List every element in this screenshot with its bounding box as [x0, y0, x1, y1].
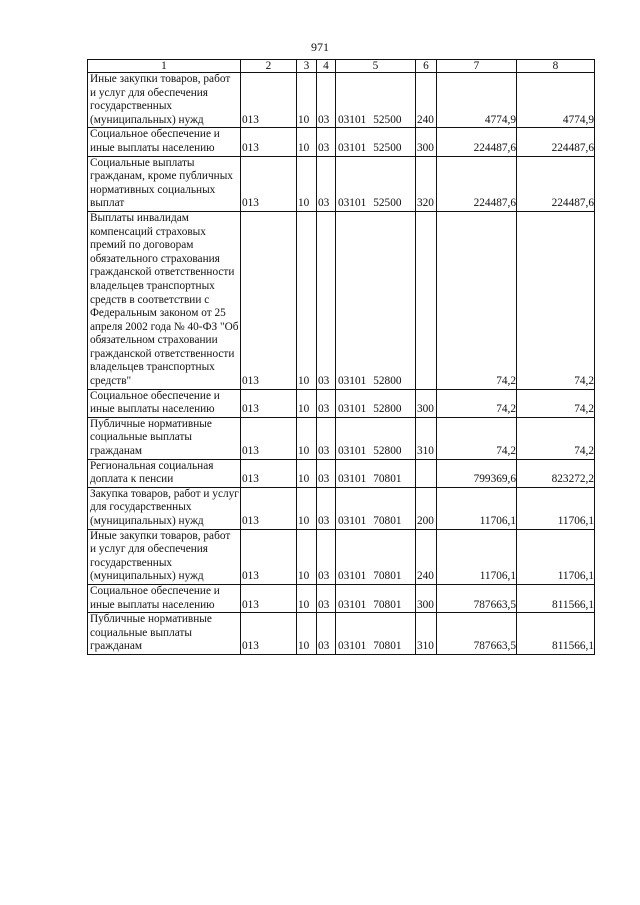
amount-cell-col8: 74,2: [517, 211, 595, 389]
section-cell: 10: [297, 584, 317, 612]
code-cell: 013: [241, 584, 297, 612]
code-cell: 013: [241, 73, 297, 128]
amount-cell-col7: 74,2: [437, 211, 517, 389]
amount-cell-col8: 224487,6: [517, 128, 595, 156]
header-cell-4: 4: [317, 60, 336, 73]
expense-type-cell: [416, 211, 437, 389]
code-cell: 013: [241, 211, 297, 389]
target-article-part-2: 70801: [373, 473, 402, 486]
amount-cell-col7: 11706,1: [437, 487, 517, 529]
section-cell: 10: [297, 128, 317, 156]
target-article-part-1: 03101: [338, 113, 367, 126]
header-cell-1: 1: [88, 60, 241, 73]
section-cell: 10: [297, 156, 317, 211]
code-cell: 013: [241, 529, 297, 584]
expense-type-cell: 300: [416, 584, 437, 612]
amount-cell-col7: 224487,6: [437, 156, 517, 211]
header-cell-2: 2: [241, 60, 297, 73]
amount-cell-col8: 11706,1: [517, 487, 595, 529]
code-cell: 013: [241, 156, 297, 211]
subsection-cell: 03: [317, 156, 336, 211]
amount-cell-col7: 224487,6: [437, 128, 517, 156]
target-article-cell: [336, 156, 416, 211]
subsection-cell: 03: [317, 529, 336, 584]
amount-cell-col8: 823272,2: [517, 459, 595, 487]
section-cell: 10: [297, 459, 317, 487]
target-article-part-1: 03101: [338, 197, 367, 210]
row-name-cell: Социальное обеспечение и иные выплаты населению: [88, 389, 241, 417]
target-article-part-2: 52500: [373, 141, 402, 154]
target-article-part-1: 03101: [338, 375, 367, 388]
target-article-part-1: 03101: [338, 403, 367, 416]
table-row: [88, 128, 595, 156]
target-article-cell: [336, 487, 416, 529]
code-cell: 013: [241, 128, 297, 156]
table-row: [88, 417, 595, 459]
section-cell: 10: [297, 417, 317, 459]
target-article-part-2: 52800: [373, 375, 402, 388]
row-name-cell: Иные закупки товаров, работ и услуг для обеспечения государственных (муниципальных) нужд: [88, 529, 241, 584]
amount-cell-col7: 787663,5: [437, 584, 517, 612]
amount-cell-col8: 224487,6: [517, 156, 595, 211]
amount-cell-col7: 799369,6: [437, 459, 517, 487]
target-article-part-2: 70801: [373, 515, 402, 527]
target-article-cell: [336, 417, 416, 459]
target-article-part-2: 52500: [373, 197, 402, 210]
header-row: [88, 60, 595, 73]
target-article-part-2: 52800: [373, 445, 402, 458]
expense-type-cell: 310: [416, 613, 437, 655]
row-name-cell: Закупка товаров, работ и услуг для государственных (муниципальных) нужд: [88, 487, 241, 529]
amount-cell-col7: 74,2: [437, 389, 517, 417]
amount-cell-col7: 11706,1: [437, 529, 517, 584]
target-article-part-2: 70801: [373, 640, 402, 653]
target-article-cell: [336, 389, 416, 417]
target-article-cell: [336, 128, 416, 156]
header-cell-7: 7: [437, 60, 517, 73]
table-row: [88, 156, 595, 211]
subsection-cell: 03: [317, 128, 336, 156]
expense-type-cell: 310: [416, 417, 437, 459]
section-cell: 10: [297, 529, 317, 584]
header-cell-3: 3: [297, 60, 317, 73]
amount-cell-col8: 74,2: [517, 417, 595, 459]
expense-type-cell: 240: [416, 529, 437, 584]
target-article-part-2: 70801: [373, 570, 402, 583]
page-number: 971: [311, 40, 329, 54]
table-row: [88, 459, 595, 487]
row-name-cell: Публичные нормативные социальные выплаты гражданам: [88, 417, 241, 459]
subsection-cell: 03: [317, 584, 336, 612]
section-cell: 10: [297, 487, 317, 529]
header-cell-8: 8: [517, 60, 595, 73]
section-cell: 10: [297, 73, 317, 128]
expense-type-cell: [416, 459, 437, 487]
amount-cell-col8: 811566,1: [517, 584, 595, 612]
target-article-part-1: 03101: [338, 141, 367, 154]
subsection-cell: 03: [317, 487, 336, 529]
table-row: [88, 529, 595, 584]
target-article-part-2: 52800: [373, 403, 402, 416]
target-article-part-1: 03101: [338, 598, 367, 611]
amount-cell-col8: 11706,1: [517, 529, 595, 584]
code-cell: 013: [241, 613, 297, 655]
table-row: [88, 73, 595, 128]
section-cell: 10: [297, 211, 317, 389]
code-cell: 013: [241, 389, 297, 417]
subsection-cell: 03: [317, 389, 336, 417]
amount-cell-col8: 74,2: [517, 389, 595, 417]
row-name-cell: Социальные выплаты гражданам, кроме публичных нормативных социальных выплат: [88, 156, 241, 211]
row-name-cell: Социальное обеспечение и иные выплаты населению: [88, 584, 241, 612]
table-row: [88, 389, 595, 417]
row-name-cell: Выплаты инвалидам компенсаций страховых премий по договорам обязательного страхования гражданской ответственности владельцев транспортных средств в соответствии с Федеральным законом от 25 апреля 2002 года № 40-ФЗ "Об обязательном страховании гражданской ответственности владельцев транспортных средств": [88, 211, 241, 389]
table-row: [88, 487, 595, 529]
expense-type-cell: 300: [416, 389, 437, 417]
target-article-cell: [336, 211, 416, 389]
budget-table: [87, 59, 595, 655]
expense-type-cell: 300: [416, 128, 437, 156]
target-article-part-1: 03101: [338, 570, 367, 583]
target-article-part-2: 52500: [373, 113, 402, 126]
table-row: [88, 613, 595, 655]
code-cell: 013: [241, 459, 297, 487]
subsection-cell: 03: [317, 211, 336, 389]
target-article-cell: [336, 73, 416, 128]
target-article-cell: [336, 584, 416, 612]
table-body: [88, 60, 595, 655]
row-name-cell: Иные закупки товаров, работ и услуг для обеспечения государственных (муниципальных) нужд: [88, 73, 241, 128]
target-article-cell: [336, 529, 416, 584]
amount-cell-col8: 4774,9: [517, 73, 595, 128]
amount-cell-col7: 4774,9: [437, 73, 517, 128]
header-cell-6: 6: [416, 60, 437, 73]
target-article-part-2: 70801: [373, 598, 402, 611]
section-cell: 10: [297, 389, 317, 417]
amount-cell-col7: 787663,5: [437, 613, 517, 655]
code-cell: 013: [241, 417, 297, 459]
expense-type-cell: 320: [416, 156, 437, 211]
table-row: [88, 211, 595, 389]
code-cell: 013: [241, 487, 297, 529]
section-cell: 10: [297, 613, 317, 655]
target-article-part-1: 03101: [338, 473, 367, 486]
target-article-cell: [336, 459, 416, 487]
amount-cell-col7: 74,2: [437, 417, 517, 459]
table-row: [88, 584, 595, 612]
subsection-cell: 03: [317, 417, 336, 459]
target-article-part-1: 03101: [338, 445, 367, 458]
header-cell-5: 5: [336, 60, 416, 73]
row-name-cell: Региональная социальная доплата к пенсии: [88, 459, 241, 487]
subsection-cell: 03: [317, 613, 336, 655]
row-name-cell: Социальное обеспечение и иные выплаты населению: [88, 128, 241, 156]
target-article-part-1: 03101: [338, 515, 367, 527]
subsection-cell: 03: [317, 459, 336, 487]
target-article-cell: [336, 613, 416, 655]
row-name-cell: Публичные нормативные социальные выплаты гражданам: [88, 613, 241, 655]
expense-type-cell: 240: [416, 73, 437, 128]
amount-cell-col8: 811566,1: [517, 613, 595, 655]
target-article-part-1: 03101: [338, 640, 367, 653]
subsection-cell: 03: [317, 73, 336, 128]
expense-type-cell: 200: [416, 487, 437, 529]
